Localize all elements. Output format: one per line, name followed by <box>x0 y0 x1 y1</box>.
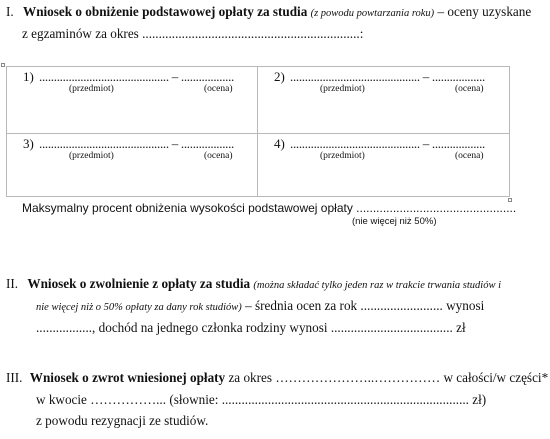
section-1-note: (z powodu powtarzania roku) <box>310 8 435 19</box>
cell-number: 1) <box>23 69 34 84</box>
cell-number: 4) <box>274 136 285 151</box>
subject-grade-dots: ............................................ – .................. <box>290 136 486 151</box>
section-3-title: Wniosek o zwrot wniesionej opłaty <box>29 370 226 385</box>
grade-label: (ocena) <box>204 84 233 94</box>
grade-cell-2[interactable] <box>258 67 508 133</box>
section-1-title: Wniosek o obniżenie podstawowej opłaty za studia <box>23 4 308 19</box>
section-3-numeral: III. <box>6 370 23 385</box>
table-resize-handle-top-left[interactable] <box>1 63 5 67</box>
section-2-note-cont: nie więcej niż o 50% opłaty za dany rok studiów) <box>36 302 242 313</box>
cell-number: 2) <box>274 69 285 84</box>
grade-label: (ocena) <box>204 151 233 161</box>
grade-label: (ocena) <box>455 151 484 161</box>
section-2-numeral: II. <box>6 276 19 291</box>
section-2-line-2 <box>36 298 484 316</box>
subject-label: (przedmiot) <box>320 84 365 94</box>
grade-cell-3[interactable] <box>7 134 257 200</box>
section-3-amount-line: w kwocie ……………... (słownie: ........................................................................... zł) <box>36 392 487 407</box>
section-1-rest: – oceny uzyskane <box>434 4 532 19</box>
grade-label: (ocena) <box>455 84 484 94</box>
section-2-heading <box>6 276 501 294</box>
max-percent-line: Maksymalny procent obniżenia wysokości podstawowej opłaty ................................................ <box>22 201 517 215</box>
section-2-note: (można składać tylko jeden raz w trakcie trwania studiów i <box>253 280 502 291</box>
section-3-period: za okres …………………..…………… w całości/w części* <box>225 370 549 385</box>
subject-label: (przedmiot) <box>69 151 114 161</box>
max-percent-note: (nie więcej niż 50%) <box>352 216 437 227</box>
subject-label: (przedmiot) <box>69 84 114 94</box>
section-1-heading <box>6 4 531 22</box>
cell-number: 3) <box>23 136 34 151</box>
section-3-reason-line: z powodu rezygnacji ze studiów. <box>36 413 209 428</box>
section-2-average: – średnia ocen za rok ......................... wynosi <box>241 298 485 313</box>
section-2-income-line: ................., dochód na jednego członka rodziny wynosi ..................................... zł <box>36 320 466 335</box>
subject-grade-dots: ............................................ – .................. <box>290 69 486 84</box>
section-1-numeral: I. <box>6 4 14 19</box>
subject-grade-dots: ............................................ – .................. <box>39 136 235 151</box>
subject-grade-dots: ............................................ – .................. <box>39 69 235 84</box>
subject-label: (przedmiot) <box>320 151 365 161</box>
section-1-period-line: z egzaminów za okres ..................................................................: <box>22 26 364 41</box>
grade-cell-4[interactable] <box>258 134 508 200</box>
section-2-title: Wniosek o zwolnienie z opłaty za studia <box>27 276 251 291</box>
grade-cell-1[interactable] <box>7 67 257 133</box>
grades-table <box>6 66 510 197</box>
section-3-heading <box>6 370 548 386</box>
